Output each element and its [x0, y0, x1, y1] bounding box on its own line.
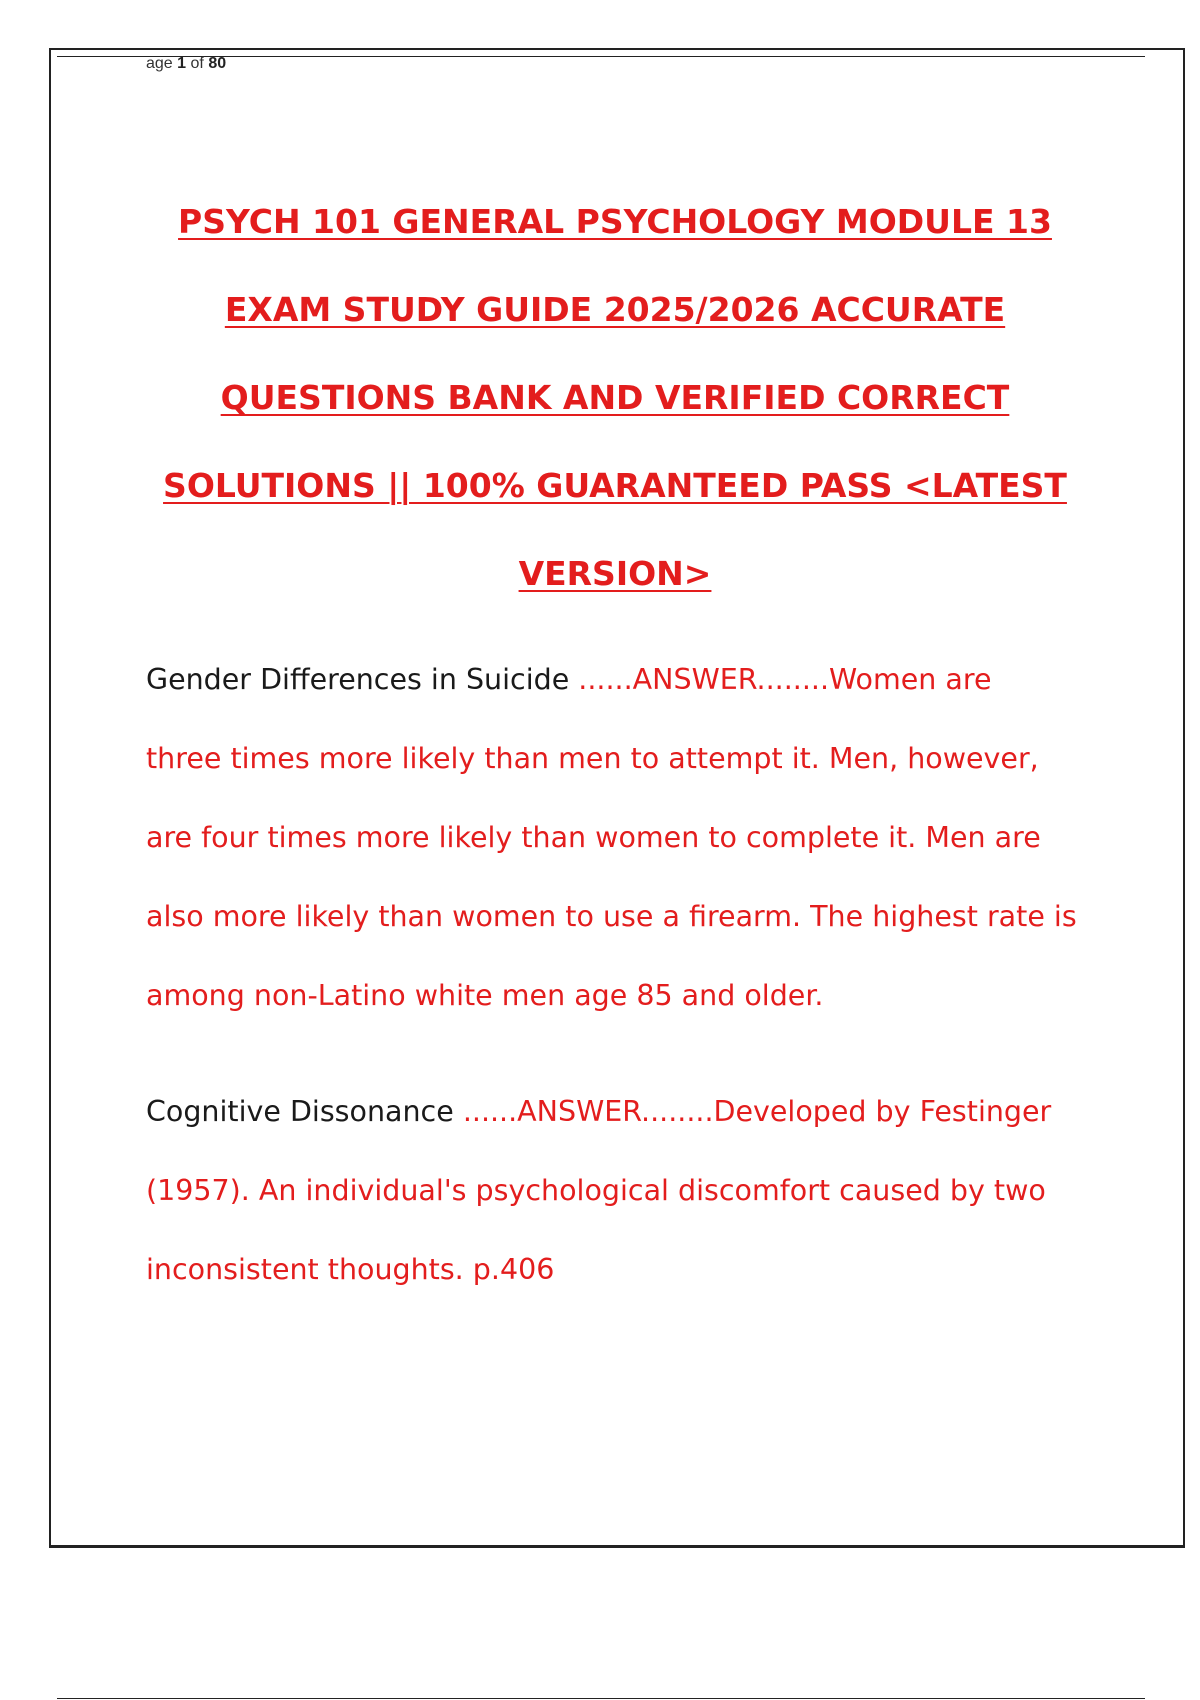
- page-number-prefix: age: [146, 55, 173, 72]
- answer-line: inconsistent thoughts. p.406: [146, 1253, 555, 1286]
- answer-line: among non-Latino white men age 85 and older.: [146, 979, 824, 1012]
- answer-line: (1957). An individual's psychological discomfort caused by two: [146, 1174, 1046, 1207]
- answer-line: three times more likely than men to attempt it. Men, however,: [146, 742, 1039, 775]
- qa-first-line: [146, 1072, 1106, 1151]
- qa-first-line: [146, 640, 1106, 719]
- qa-entry-cognitive-dissonance: [146, 1072, 1106, 1309]
- title-line: [120, 530, 1110, 618]
- title-line-text: QUESTIONS BANK AND VERIFIED CORRECT: [220, 378, 1010, 417]
- title-line: [120, 354, 1110, 442]
- answer-line: are four times more likely than women to complete it. Men are: [146, 821, 1041, 854]
- title-line: [120, 178, 1110, 266]
- answer-line: also more likely than women to use a firearm. The highest rate is: [146, 900, 1077, 933]
- answer-text: ......ANSWER........Developed by Festinger: [453, 1095, 1052, 1128]
- page-number-of: of: [190, 55, 204, 72]
- question-term: Gender Differences in Suicide: [146, 663, 570, 696]
- answer-text: ......ANSWER........Women are: [569, 663, 992, 696]
- document-title: [120, 178, 1110, 618]
- page-number-current: 1: [177, 55, 187, 72]
- title-line-text: VERSION>: [518, 554, 712, 593]
- title-line: [120, 442, 1110, 530]
- qa-entry-gender-differences-in-suicide: [146, 640, 1106, 1035]
- next-page-header-rule: [57, 1698, 1145, 1699]
- title-line-text: EXAM STUDY GUIDE 2025/2026 ACCURATE: [224, 290, 1006, 329]
- title-line: [120, 266, 1110, 354]
- page-number-total: 80: [208, 55, 227, 72]
- title-line-text: PSYCH 101 GENERAL PSYCHOLOGY MODULE 13: [178, 202, 1052, 241]
- page-number: [146, 54, 226, 74]
- question-term: Cognitive Dissonance: [146, 1095, 454, 1128]
- title-line-text: SOLUTIONS || 100% GUARANTEED PASS <LATEST: [163, 466, 1067, 505]
